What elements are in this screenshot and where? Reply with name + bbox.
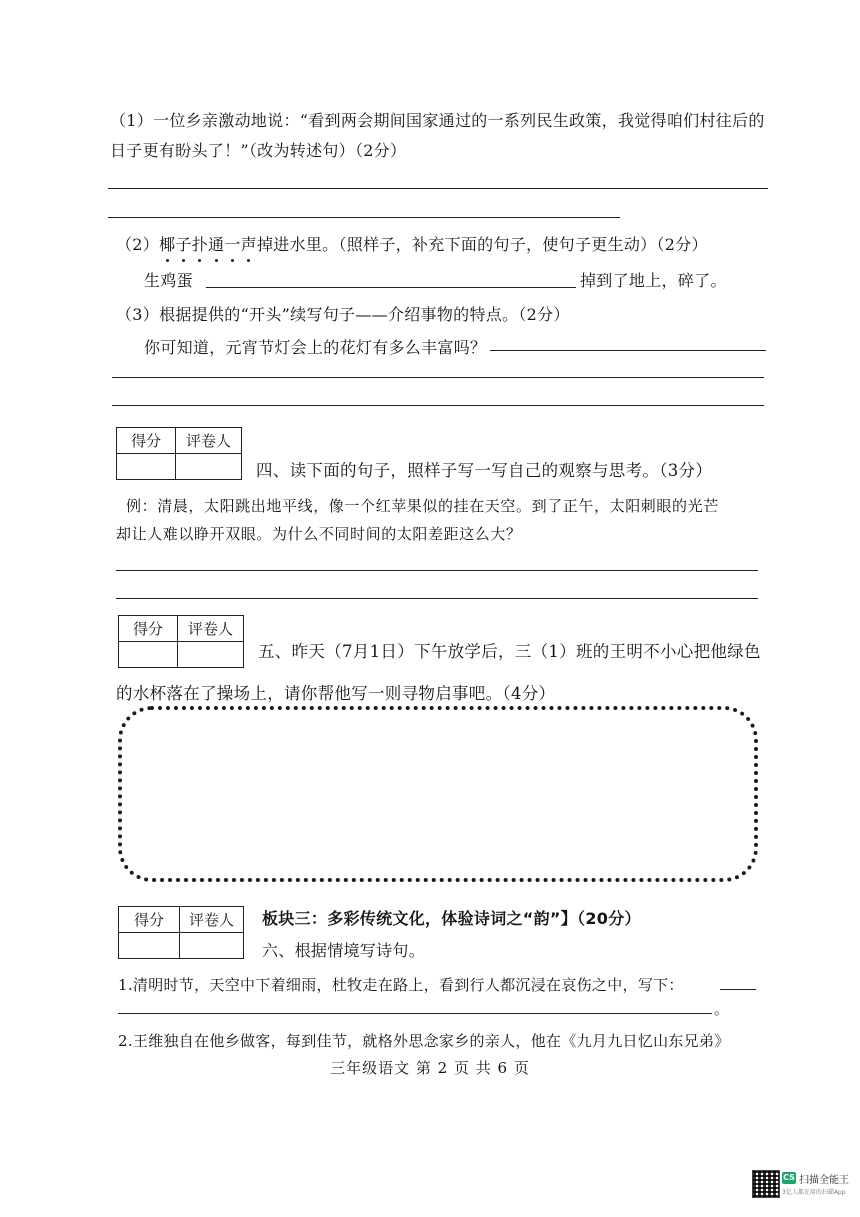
q3-item2-fill-end: 掉到了地上，碎了。 xyxy=(580,271,727,290)
grader-cell[interactable] xyxy=(178,642,244,668)
q5-title-line2: 的水杯落在了操场上，请你帮他写一则寻物启事吧。（4分） xyxy=(116,684,556,703)
grader-label: 评卷人 xyxy=(176,428,242,454)
grader-label: 评卷人 xyxy=(178,616,244,642)
q3-item3-line2: 你可知道，元宵节灯会上的花灯有多么丰富吗？ xyxy=(144,338,487,357)
q3-item2-prefix: （2） xyxy=(116,235,160,254)
answer-line[interactable] xyxy=(116,570,758,571)
answer-line[interactable] xyxy=(112,377,764,378)
camscanner-badge-icon: CS xyxy=(783,1173,795,1182)
q3-item2-fill-start: 生鸡蛋 xyxy=(144,271,193,290)
watermark-subtitle: 3亿人都在用的扫描App xyxy=(782,1189,846,1196)
q3-item1-line1: （1）一位乡亲激动地说：“看到两会期间国家通过的一系列民生政策，我觉得咱们村往后的 xyxy=(110,111,765,130)
q3-item2-example-dotted xyxy=(159,235,257,254)
lost-notice-answer-box[interactable] xyxy=(118,706,758,882)
q6-item1: 1.清明时节，天空中下着细雨，杜牧走在路上，看到行人都沉浸在哀伤之中，写下： xyxy=(118,976,684,994)
score-cell[interactable] xyxy=(119,642,178,668)
section3-heading: 板块三：多彩传统文化，体验诗词之“韵”】（20分） xyxy=(262,909,641,928)
q3-item2 xyxy=(116,232,708,255)
q3-item2-rest: 掉进水里。（照样子，补充下面的句子，使句子更生动）（2分） xyxy=(256,235,708,254)
q4-example-line1: 例：清晨，太阳跳出地平线，像一个红苹果似的挂在天空。到了正午，太阳刺眼的光芒 xyxy=(126,497,719,515)
q3-item3-line1: （3）根据提供的“开头”续写句子——介绍事物的特点。（2分） xyxy=(116,305,570,324)
grader-label: 评卷人 xyxy=(180,907,244,933)
scanner-watermark xyxy=(752,1170,848,1202)
score-label: 得分 xyxy=(119,907,180,933)
q6-item2: 2.王维独自在他乡做客，每到佳节，就格外思念家乡的亲人，他在《九月九日忆山东兄弟》 xyxy=(118,1032,730,1050)
grader-cell[interactable] xyxy=(176,454,242,480)
emphasized-char: 通 xyxy=(208,232,224,255)
emphasized-char: 椰 xyxy=(159,232,175,255)
emphasized-char: 一 xyxy=(224,232,240,255)
answer-line[interactable] xyxy=(108,217,620,218)
score-table xyxy=(118,615,244,668)
score-label: 得分 xyxy=(117,428,176,454)
fill-blank-line[interactable] xyxy=(720,989,756,990)
q3-item1-line2: 日子更有盼头了！”（改为转述句）（2分） xyxy=(110,141,407,160)
q6-item1-end: 。 xyxy=(714,1000,730,1018)
q4-example-line2: 却让人难以睁开双眼。为什么不同时间的太阳差距这么大？ xyxy=(116,525,522,543)
score-table xyxy=(118,906,244,959)
grader-cell[interactable] xyxy=(180,933,244,959)
score-table xyxy=(116,427,242,480)
q4-title: 四、读下面的句子，照样子写一写自己的观察与思考。（3分） xyxy=(256,461,713,480)
answer-line[interactable] xyxy=(490,350,766,351)
qr-code-icon xyxy=(752,1170,780,1198)
answer-line[interactable] xyxy=(108,188,768,189)
score-cell[interactable] xyxy=(117,454,176,480)
page-footer: 三年级语文 第 2 页 共 6 页 xyxy=(330,1059,530,1077)
answer-line[interactable] xyxy=(118,1013,712,1014)
q5-title-line1: 五、昨天（7月1日）下午放学后，三（1）班的王明不小心把他绿色 xyxy=(258,642,761,661)
emphasized-char: 声 xyxy=(241,232,257,255)
fill-blank-line[interactable] xyxy=(206,287,576,288)
score-label: 得分 xyxy=(119,616,178,642)
score-cell[interactable] xyxy=(119,933,180,959)
watermark-title: 扫描全能王 xyxy=(799,1175,849,1186)
answer-line[interactable] xyxy=(116,598,758,599)
emphasized-char: 扑 xyxy=(192,232,208,255)
answer-line[interactable] xyxy=(112,405,764,406)
q6-title: 六、根据情境写诗句。 xyxy=(262,941,426,960)
emphasized-char: 子 xyxy=(175,232,191,255)
